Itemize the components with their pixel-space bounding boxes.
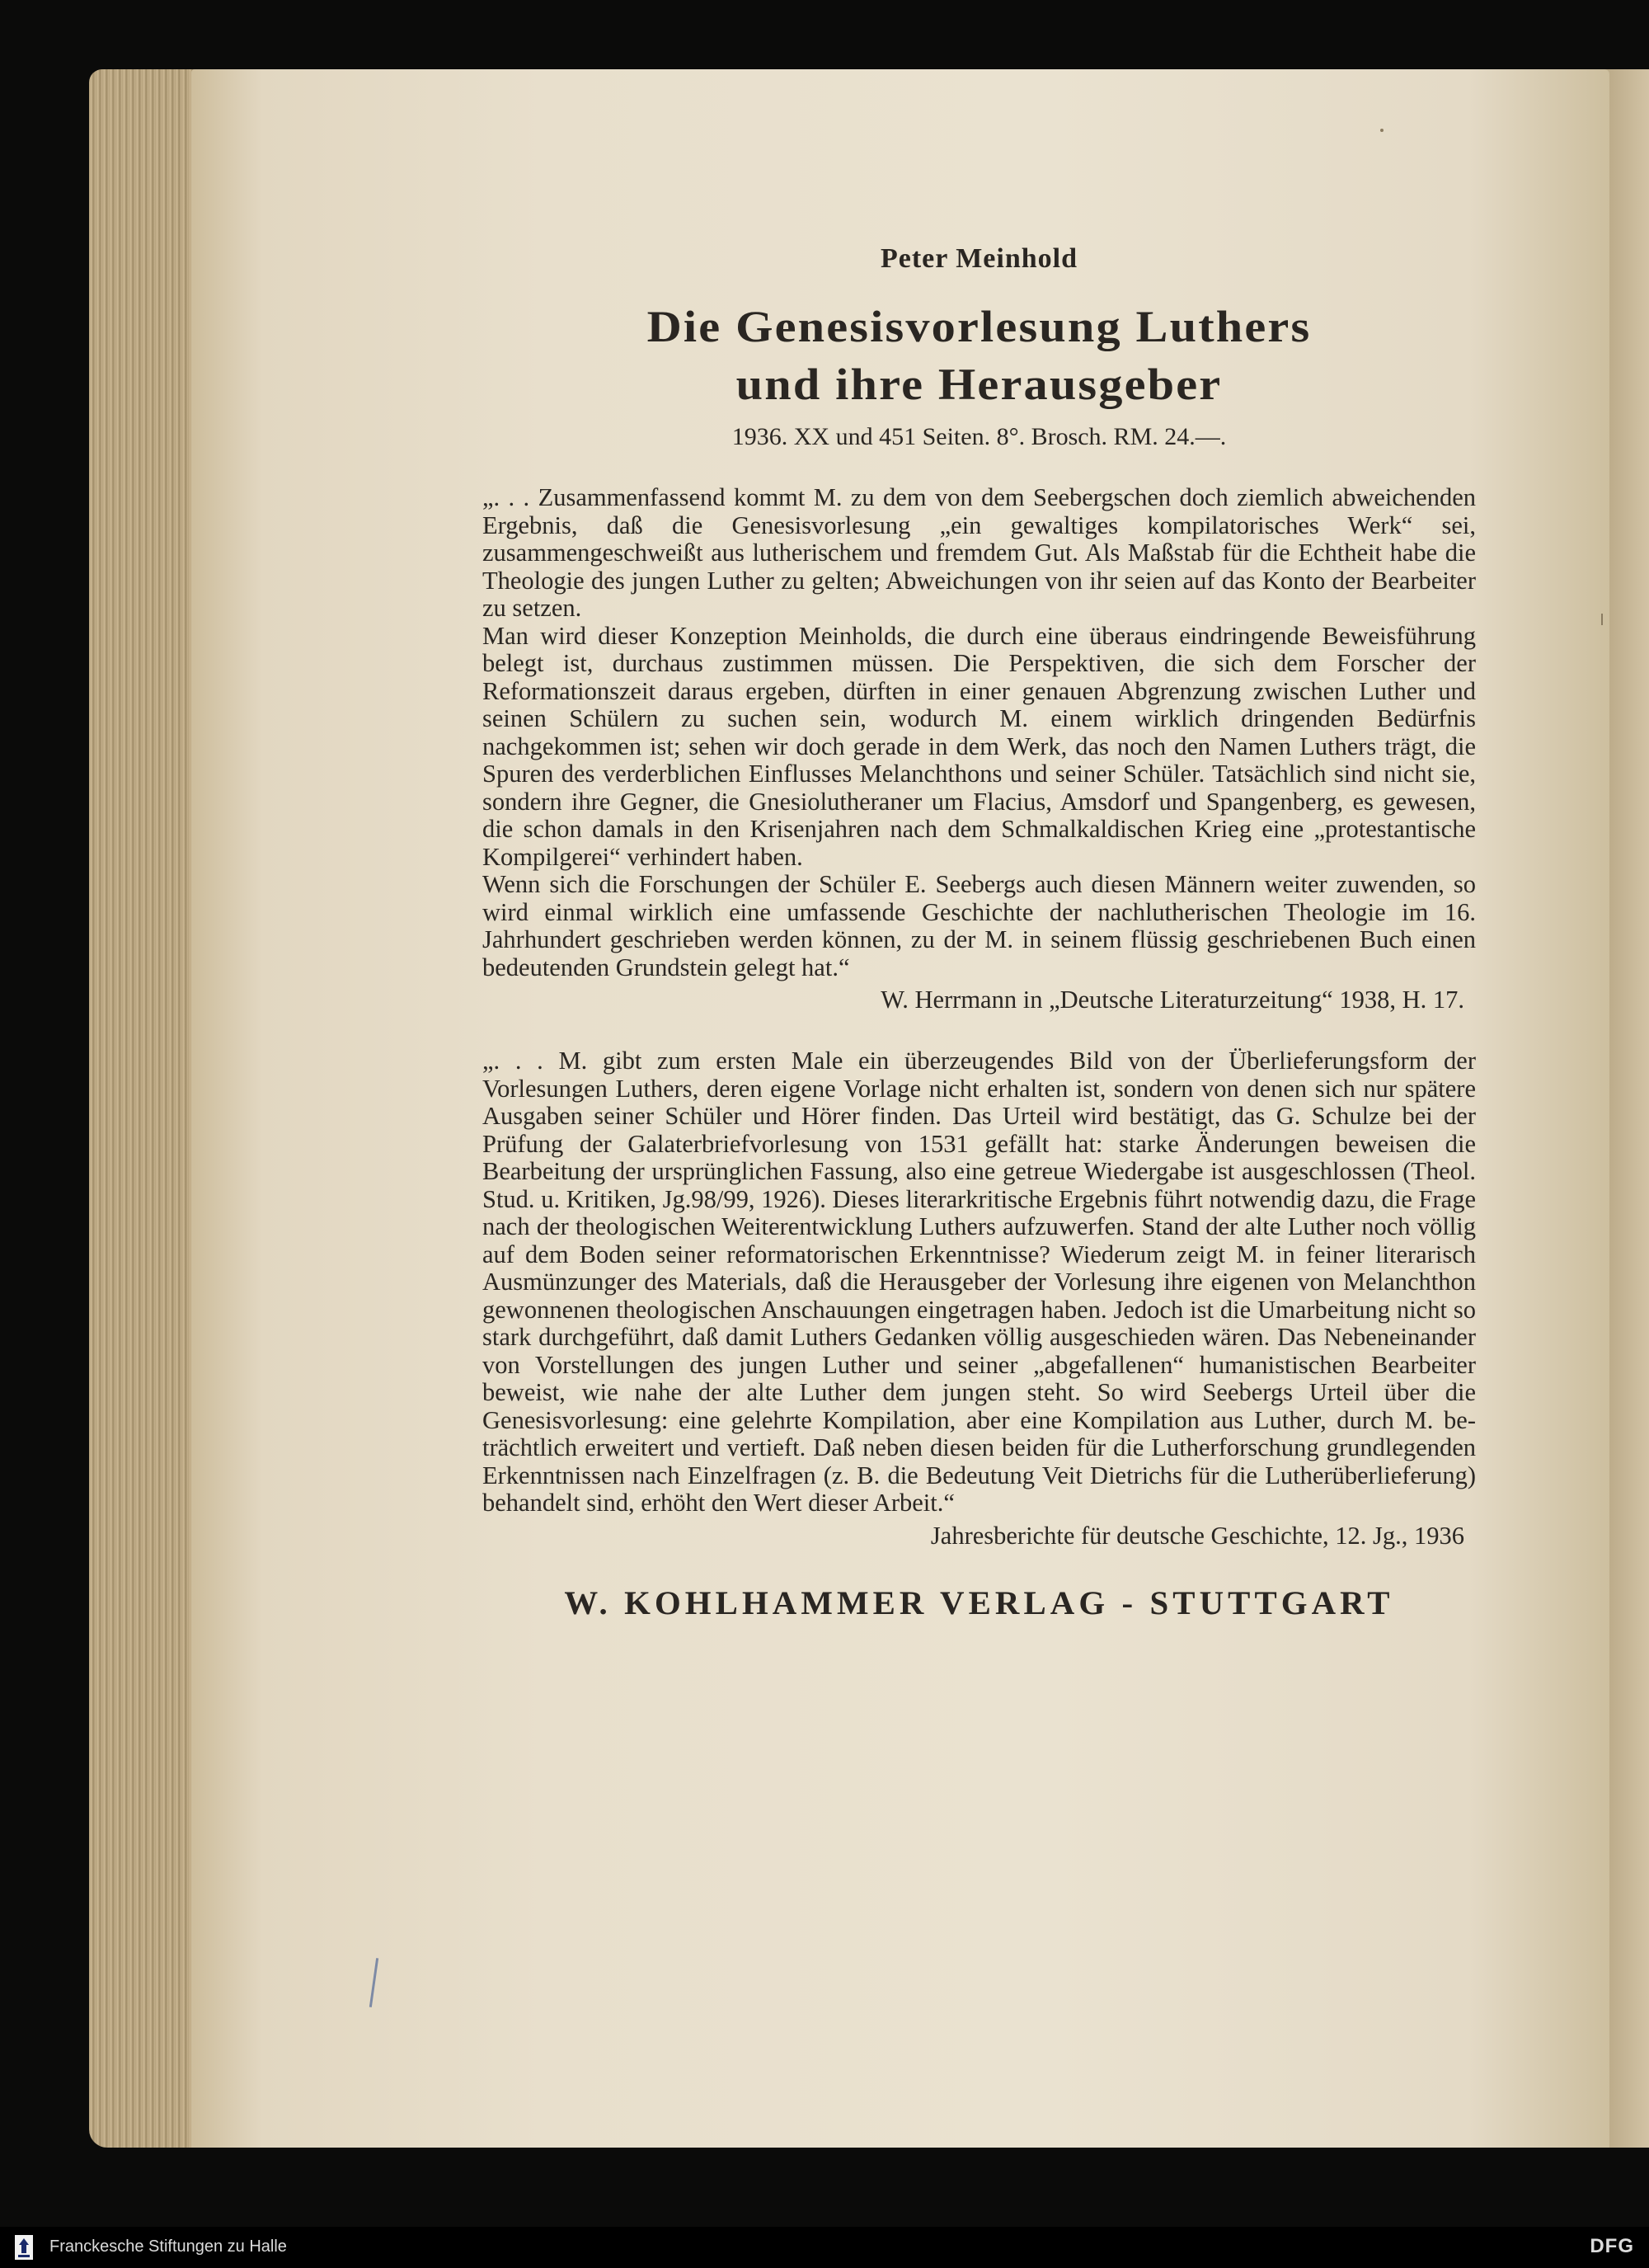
book-title	[443, 298, 1515, 413]
institution-logo-icon	[15, 2235, 33, 2260]
review-quote	[482, 484, 1476, 1014]
viewer-footer-bar	[0, 2227, 1649, 2268]
review-paragraph: „. . . Zusammenfassend kommt M. zu dem von dem Seebergschen doch ziemlich abweichenden Ergebnis, daß die Genesisvorlesung „ein gewaltiges kompilatorisches Werk“ sei, zusammengeschweißt aus lutherischem und fremdem Gut. Als Maßstab für die Echtheit habe die Theologie des jungen Luther zu gelten; Abweichungen von ihr seien auf das Konto der Bearbeiter zu setzen.	[482, 483, 1476, 622]
author-name: Peter Meinhold	[880, 243, 1078, 274]
review-quote	[482, 1047, 1476, 1550]
publication-info: 1936. XX und 451 Seiten. 8°. Brosch. RM. 24.—.	[731, 423, 1227, 450]
facing-page-edge	[1603, 69, 1649, 2148]
book-title-line-2: und ihre Herausgeber	[735, 360, 1223, 409]
review-source: W. Herrmann in „Deutsche Literaturzeitung“ 1938, H. 17.	[881, 986, 1464, 1014]
institution-name: Franckesche Stiftungen zu Halle	[49, 2237, 287, 2256]
pencil-mark	[369, 1958, 378, 2007]
advertisement-content	[482, 243, 1476, 1622]
review-source: Jahresberichte für deutsche Geschichte, 12. Jg., 1936	[930, 1521, 1464, 1550]
review-paragraph: Wenn sich die Forschungen der Schüler E. Seebergs auch diesen Männern weiter zuwenden, so wird einmal wirklich eine umfassende Geschichte der nachlutherischen Theologie im 16. Jahrhundert geschrieben werden können, zu der M. in seinem flüssig geschriebenen Buch einen bedeutenden Grundstein gelegt hat.“	[482, 870, 1476, 981]
book-title-line-1: Die Genesisvorlesung Luthers	[646, 302, 1312, 351]
review-paragraph: Man wird dieser Konzeption Meinholds, die durch eine überaus eindringende Beweisführung belegt ist, durchaus zustimmen müssen. Die Perspektiven, die sich dem Forscher der Reformationszeit daraus ergeben, dürften in einer genauen Abgrenzung zwischen Luther und seinen Schülern zu suchen sein, wodurch M. einem wirklich dringenden Bedürfnis nachgekommen ist; sehen wir doch gerade in dem Werk, das noch den Namen Luthers trägt, die Spuren des verderblichen Einflusses Melanchthons und seiner Schüler. Tatsächlich sind nicht sie, sondern ihre Gegner, die Gnesiolutheraner um Flacius, Amsdorf und Spangenberg, es gewesen, die schon damals in den Krisenjahren nach dem Schmalkaldischen Krieg eine „protestantische Kompilgerei“ verhindert haben.	[482, 621, 1476, 871]
page-blemish	[1601, 614, 1603, 625]
publisher-imprint: W. KOHLHAMMER VERLAG - STUTTGART	[564, 1583, 1394, 1621]
review-paragraph: „. . . M. gibt zum ersten Male ein überzeugendes Bild von der Überlieferungsform der Vorlesungen Luthers, deren eigene Vorlage nicht erhalten ist, sondern von denen sich nur spätere Ausgaben seiner Schüler und Hörer finden. Das Urteil wird bestätigt, das G. Schulze bei der Prüfung der Galaterbriefvorlesung von 1531 gefällt hat: starke Änderungen beweisen die Bearbeitung der ursprünglichen Fassung, also eine getreue Wiedergabe ist ausgeschlossen (Theol. Stud. u. Kritiken, Jg.98/99, 1926). Dieses literarkritische Ergebnis führt notwendig dazu, die Frage nach der theologischen Weiterentwicklung Luthers aufzuwerfen. Stand der alte Luther noch völlig auf dem Boden seiner reformatorischen Erkenntnisse? Wiederum zeigt M. in feiner literarisch Ausmünzunger des Materials, daß die Herausgeber der Vorlesung ihre eigenen von Melanchthon gewonnenen theologischen Anschauungen eingetragen haben. Jedoch ist die Umarbeitung nicht so stark durchgeführt, daß damit Luthers Gedanken völlig ausgeschieden wären. Das Nebeneinander von Vorstellungen des jungen Luther und seiner „abgefallenen“ humanistischen Bearbeiter beweist, wie nahe der alte Luther dem jungen steht. So wird Seebergs Urteil über die Genesisvorlesung: eine gelehrte Kompilation, aber eine Kompilation aus Luther, durch M. beträchtlich erweitert und vertieft. Daß neben diesen beiden für die Lutherforschung grundlegenden Erkenntnissen nach Einzelfragen (z. B. die Bedeutung Veit Dietrichs für die Lutherüberlieferung) behandelt sind, erhöht den Wert dieser Arbeit.“	[482, 1047, 1476, 1517]
funder-logo: DFG	[1590, 2235, 1634, 2257]
page-blemish	[1380, 129, 1384, 132]
